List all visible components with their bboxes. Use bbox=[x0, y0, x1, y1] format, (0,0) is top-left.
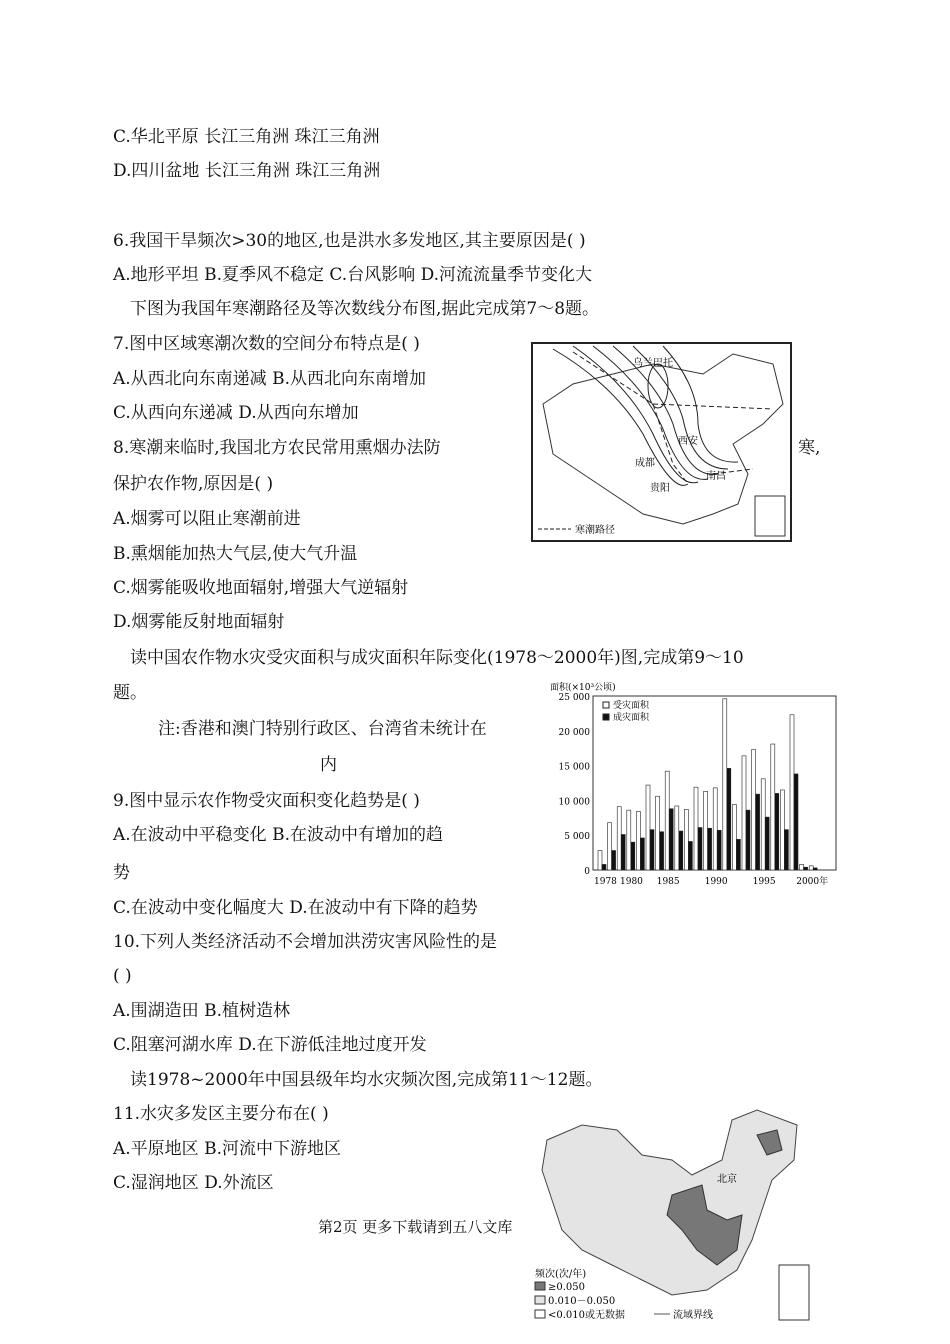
x-tick-label: 1978 bbox=[594, 877, 617, 887]
option-5d: D.四川盆地 长江三角洲 珠江三角洲 bbox=[113, 161, 381, 181]
city-guiyang: 贵阳 bbox=[650, 483, 670, 494]
bar-damaged bbox=[794, 774, 798, 870]
city-ulaanbaatar: 乌兰巴托 bbox=[633, 358, 673, 369]
bar-damaged bbox=[631, 842, 635, 870]
x-tick-label: 1990 bbox=[704, 877, 728, 887]
question-7-options-cd: C.从西向东递减 D.从西向东增加 bbox=[113, 403, 359, 423]
bar-damaged bbox=[602, 864, 606, 870]
question-10: 10.下列人类经济活动不会增加洪涝灾害风险性的是 bbox=[113, 932, 498, 952]
bar-affected bbox=[761, 779, 765, 870]
legend-basin: 流域界线 bbox=[673, 1310, 713, 1321]
intro-7-8: 下图为我国年寒潮路径及等次数线分布图,据此完成第7～8题。 bbox=[130, 299, 600, 319]
intro-9-10-cont: 题。 bbox=[113, 683, 147, 703]
bar-affected bbox=[627, 810, 631, 870]
bar-affected bbox=[723, 699, 727, 870]
legend-swatch-low bbox=[535, 1310, 545, 1318]
cold-wave-map bbox=[531, 342, 792, 542]
bar-affected bbox=[780, 790, 784, 870]
bar-damaged bbox=[688, 841, 692, 870]
bar-affected bbox=[675, 806, 679, 870]
legend-high: ≥0.050 bbox=[548, 1282, 586, 1293]
question-9-ab-cont: 势 bbox=[113, 863, 130, 883]
legend-cold-wave-path: 寒潮路径 bbox=[575, 525, 615, 536]
bar-affected bbox=[694, 787, 698, 870]
bar-damaged bbox=[698, 828, 702, 870]
bar-damaged bbox=[650, 830, 654, 870]
bar-affected bbox=[656, 796, 660, 870]
chart-svg bbox=[548, 680, 840, 888]
question-6-options: A.地形平坦 B.夏季风不稳定 C.台风影响 D.河流流量季节变化大 bbox=[113, 265, 593, 285]
bar-affected bbox=[704, 791, 708, 870]
bar-damaged bbox=[660, 832, 664, 870]
legend-low: <0.010或无数据 bbox=[548, 1310, 626, 1321]
bar-affected bbox=[800, 864, 804, 870]
bar-damaged bbox=[765, 817, 769, 870]
question-8-c: C.烟雾能吸收地面辐射,增强大气逆辐射 bbox=[113, 578, 409, 598]
bar-damaged bbox=[708, 828, 712, 870]
bar-affected bbox=[732, 805, 736, 870]
bar-damaged bbox=[813, 868, 817, 870]
intro-11-12: 读1978~2000年中国县级年均水灾频次图,完成第11～12题。 bbox=[130, 1070, 603, 1090]
intro-9-10: 读中国农作物水灾受灾面积与成灾面积年际变化(1978～2000年)图,完成第9～10 bbox=[130, 648, 744, 668]
page-footer: 第2页 更多下载请到五八文库 bbox=[318, 1218, 513, 1236]
bar-damaged bbox=[746, 810, 750, 870]
bar-damaged bbox=[717, 830, 721, 870]
city-nanchang: 南昌 bbox=[706, 471, 726, 482]
legend-label: 成灾面积 bbox=[613, 713, 650, 723]
x-tick-label: 1980 bbox=[620, 877, 643, 887]
south-china-sea-inset bbox=[779, 1265, 809, 1320]
cold-wave-map-drawing bbox=[533, 344, 790, 540]
question-8: 8.寒潮来临时,我国北方农民常用熏烟办法防 bbox=[113, 438, 441, 458]
question-11-ab: A.平原地区 B.河流中下游地区 bbox=[113, 1139, 341, 1159]
bar-affected bbox=[752, 750, 756, 870]
legend-label: 受灾面积 bbox=[613, 701, 650, 711]
bar-affected bbox=[646, 785, 650, 870]
bar-damaged bbox=[784, 830, 788, 870]
x-tick-label: 1985 bbox=[656, 877, 680, 887]
y-tick-label: 25 000 bbox=[558, 693, 590, 703]
bar-affected bbox=[608, 823, 612, 870]
note-cont: 内 bbox=[320, 755, 337, 775]
bar-affected bbox=[665, 771, 669, 870]
question-11: 11.水灾多发区主要分布在( ) bbox=[113, 1104, 329, 1124]
question-7-options-ab: A.从西北向东南递减 B.从西北向东南增加 bbox=[113, 369, 426, 389]
bar-damaged bbox=[621, 835, 625, 870]
bar-affected bbox=[636, 812, 640, 870]
y-tick-label: 10 000 bbox=[558, 797, 590, 808]
bar-affected bbox=[742, 756, 746, 870]
bar-damaged bbox=[756, 794, 760, 870]
y-tick-label: 5 000 bbox=[564, 832, 590, 843]
question-11-cd: C.湿润地区 D.外流区 bbox=[113, 1173, 274, 1193]
question-8-cont: 寒, bbox=[798, 438, 821, 458]
city-chengdu: 成都 bbox=[635, 458, 655, 469]
y-tick-label: 20 000 bbox=[558, 727, 590, 738]
question-8-line2: 保护农作物,原因是( ) bbox=[113, 474, 274, 494]
question-10-paren: ( ) bbox=[113, 966, 132, 986]
y-tick-label: 0 bbox=[584, 867, 590, 877]
question-9: 9.图中显示农作物受灾面积变化趋势是( ) bbox=[113, 791, 420, 811]
legend-swatch-mid bbox=[535, 1296, 545, 1304]
flood-frequency-map-drawing bbox=[532, 1100, 810, 1340]
question-9-ab: A.在波动中平稳变化 B.在波动中有增加的趋 bbox=[113, 825, 443, 845]
city-xian: 西安 bbox=[678, 436, 698, 447]
bar-affected bbox=[713, 788, 717, 870]
bar-affected bbox=[617, 807, 621, 870]
legend-swatch bbox=[603, 702, 609, 708]
y-axis-label: 面积(×10³公顷) bbox=[550, 683, 616, 693]
bar-affected bbox=[790, 715, 794, 870]
bar-damaged bbox=[612, 851, 616, 870]
question-9-cd: C.在波动中变化幅度大 D.在波动中有下降的趋势 bbox=[113, 898, 478, 918]
question-7: 7.图中区域寒潮次数的空间分布特点是( ) bbox=[113, 334, 420, 354]
question-10-ab: A.围湖造田 B.植树造林 bbox=[113, 1001, 290, 1021]
bar-damaged bbox=[640, 838, 644, 870]
question-8-a: A.烟雾可以阻止寒潮前进 bbox=[113, 509, 301, 529]
south-china-sea-inset bbox=[755, 496, 785, 536]
city-beijing: 北京 bbox=[717, 1174, 737, 1185]
x-tick-label: 2000年 bbox=[796, 877, 829, 887]
legend-swatch-high bbox=[535, 1282, 545, 1290]
bar-affected bbox=[684, 809, 688, 870]
flood-area-chart bbox=[548, 680, 840, 888]
y-tick-label: 15 000 bbox=[558, 762, 590, 773]
question-10-cd: C.阻塞河湖水库 D.在下游低洼地过度开发 bbox=[113, 1035, 427, 1055]
bar-damaged bbox=[775, 793, 779, 870]
option-5c: C.华北平原 长江三角洲 珠江三角洲 bbox=[113, 127, 380, 147]
note: 注:香港和澳门特别行政区、台湾省未统计在 bbox=[158, 719, 487, 739]
question-8-d: D.烟雾能反射地面辐射 bbox=[113, 612, 285, 632]
bar-damaged bbox=[736, 839, 740, 870]
legend-swatch bbox=[603, 714, 609, 720]
flood-frequency-map bbox=[532, 1100, 810, 1340]
question-8-b: B.熏烟能加热大气层,使大气升温 bbox=[113, 544, 358, 564]
bar-damaged bbox=[804, 867, 808, 870]
legend-title: 频次(次/年) bbox=[535, 1269, 587, 1280]
bar-damaged bbox=[679, 831, 683, 870]
bar-affected bbox=[809, 866, 813, 870]
bar-affected bbox=[771, 744, 775, 870]
bar-damaged bbox=[669, 809, 673, 870]
legend-mid: 0.010－0.050 bbox=[548, 1296, 616, 1307]
x-tick-label: 1995 bbox=[752, 877, 776, 887]
bar-damaged bbox=[727, 768, 731, 870]
bar-affected bbox=[598, 851, 602, 870]
question-6: 6.我国干旱频次>30的地区,也是洪水多发地区,其主要原因是( ) bbox=[113, 231, 586, 251]
